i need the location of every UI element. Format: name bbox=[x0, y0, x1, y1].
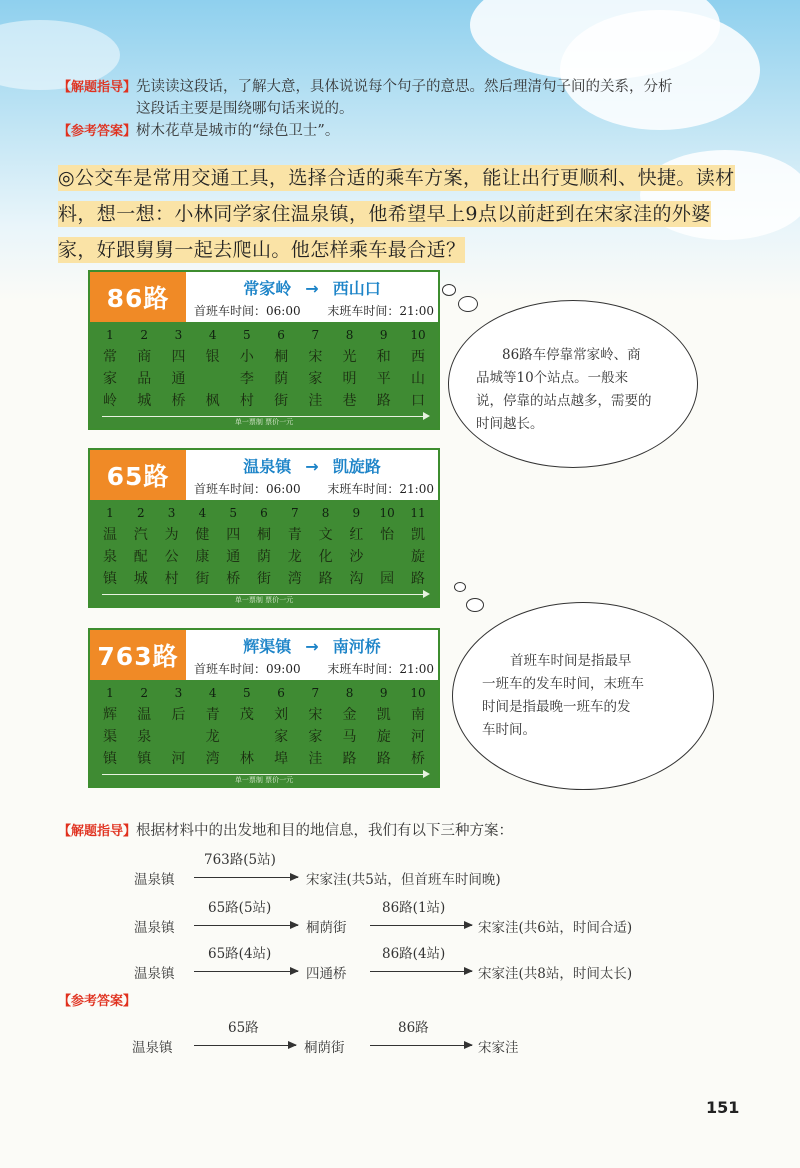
stop-column bbox=[166, 328, 190, 428]
arrow-icon bbox=[370, 971, 472, 972]
route-number: 65路 bbox=[90, 450, 186, 500]
answer-tag: 【参考答案】 bbox=[58, 994, 137, 1009]
question-text bbox=[58, 160, 758, 268]
hint-text bbox=[136, 76, 776, 120]
stop-name-char: 街 bbox=[274, 393, 289, 409]
stop-name-char: 家 bbox=[103, 371, 117, 387]
stop-name-char: 街 bbox=[256, 571, 271, 587]
route-origin: 温泉镇 bbox=[243, 457, 292, 476]
stop-name-char: 辉 bbox=[103, 707, 117, 723]
stop-number: 3 bbox=[167, 506, 176, 520]
stop-name-char: 配 bbox=[133, 549, 148, 565]
stop-name-char: 路 bbox=[376, 751, 391, 767]
stop-name-char: 沟 bbox=[349, 571, 364, 587]
first-bus-time: 首班车时间：06:00 bbox=[194, 304, 301, 318]
stop-name-char: 山 bbox=[410, 371, 425, 387]
route-number: 763路 bbox=[90, 630, 186, 680]
stop-name-char: 泉 bbox=[103, 549, 117, 565]
route-direction bbox=[186, 276, 438, 299]
stop-number: 11 bbox=[410, 506, 426, 520]
stop-number: 7 bbox=[311, 686, 320, 700]
stop-name-char: 康 bbox=[195, 549, 210, 565]
stop-name-char: 桥 bbox=[171, 393, 186, 409]
stop-column bbox=[252, 506, 276, 606]
stop-number: 1 bbox=[106, 686, 114, 700]
arrow-icon: → bbox=[305, 457, 319, 476]
stop-number: 3 bbox=[174, 328, 183, 342]
stop-column bbox=[98, 328, 122, 428]
stop-name-char: 南 bbox=[410, 707, 425, 723]
stop-name-char: 宋 bbox=[308, 349, 323, 365]
stop-name-char: 荫 bbox=[256, 549, 271, 565]
stop-name-char: 文 bbox=[318, 527, 333, 543]
stop-name-char: 凯 bbox=[376, 707, 391, 723]
answer-transfer-stop: 桐荫街 bbox=[304, 1040, 345, 1056]
stop-name-char: 桥 bbox=[226, 571, 241, 587]
plan-destination: 宋家洼(共8站，时间太长) bbox=[478, 966, 633, 982]
stop-name-char: 旋 bbox=[376, 729, 391, 745]
stop-name-char: 桐 bbox=[274, 349, 289, 365]
plan-transfer-stop: 桐荫街 bbox=[306, 920, 347, 936]
stop-name-char: 银 bbox=[205, 349, 220, 365]
stop-name-char: 荫 bbox=[274, 371, 289, 387]
stop-name-char: 湾 bbox=[205, 751, 220, 767]
plan-route-label: 86路(4站) bbox=[382, 946, 446, 962]
stop-column bbox=[344, 506, 368, 606]
answer-route-label: 86路 bbox=[398, 1020, 429, 1036]
route-number: 86路 bbox=[90, 272, 186, 322]
thought-line: 时间是指最晚一班车的发 bbox=[482, 699, 631, 715]
stop-name-char: 金 bbox=[342, 707, 357, 723]
reference-answer-1 bbox=[58, 120, 778, 142]
thought-line: 说，停靠的站点越多，需要的 bbox=[476, 393, 652, 409]
stop-name-char: 马 bbox=[342, 729, 357, 745]
route-terminal: 南河桥 bbox=[332, 637, 381, 656]
stop-name-char: 林 bbox=[239, 751, 254, 767]
stop-name-char: 四 bbox=[171, 349, 186, 365]
stop-name-char: 茂 bbox=[239, 707, 254, 723]
plan-destination: 宋家洼(共5站，但首班车时间晚) bbox=[306, 872, 501, 888]
stop-name-char: 小 bbox=[239, 349, 254, 365]
question-line: 料，想一想：小林同学家住温泉镇，他希望早上9点以前赶到在宋家洼的外婆 bbox=[58, 203, 711, 225]
question-line: 家，好跟舅舅一起去爬山。他怎样乘车最合适？ bbox=[58, 239, 466, 261]
stop-column bbox=[166, 686, 190, 786]
last-bus-time: 末班车时间：21:00 bbox=[327, 304, 434, 318]
stop-column bbox=[98, 506, 122, 606]
route-terminal: 西山口 bbox=[332, 279, 381, 298]
stop-name-char: 家 bbox=[308, 729, 323, 745]
thought-line: 品城等10个站点。一般来 bbox=[476, 370, 629, 386]
stop-name-char: 青 bbox=[205, 707, 220, 723]
stop-name-char: 桐 bbox=[256, 527, 271, 543]
fare-note: 单一票制 票价一元 bbox=[234, 776, 294, 784]
thought-line: 首班车时间是指最早 bbox=[510, 653, 632, 669]
stop-column bbox=[201, 328, 225, 428]
stop-number: 9 bbox=[379, 328, 388, 342]
thought-bubble-small bbox=[458, 296, 478, 312]
stop-column bbox=[132, 686, 156, 786]
hint-line: 先读读这段话，了解大意，具体说说每个句子的意思。然后理清句子间的关系，分析 bbox=[136, 79, 673, 95]
plan-start: 温泉镇 bbox=[134, 872, 175, 888]
stop-number: 6 bbox=[277, 328, 285, 342]
thought-bubble-small bbox=[466, 598, 484, 612]
arrow-icon: → bbox=[305, 279, 319, 298]
stop-column bbox=[269, 686, 293, 786]
stop-name-char: 后 bbox=[171, 707, 186, 723]
stop-column bbox=[372, 686, 396, 786]
stop-column bbox=[235, 328, 259, 428]
stop-name-char: 明 bbox=[342, 371, 357, 387]
stop-column bbox=[303, 686, 327, 786]
stop-column bbox=[235, 686, 259, 786]
route-origin: 常家岭 bbox=[243, 279, 292, 298]
thought-line: 86路车停靠常家岭、商 bbox=[502, 347, 641, 363]
stop-name-char: 家 bbox=[274, 729, 289, 745]
solution-hint-2 bbox=[58, 820, 778, 842]
stop-name-char: 和 bbox=[376, 349, 391, 365]
stop-name-char: 河 bbox=[410, 729, 425, 745]
stop-name-char: 四 bbox=[226, 527, 241, 543]
stop-name-char: 李 bbox=[239, 371, 254, 387]
thought-text-2 bbox=[482, 650, 702, 742]
stop-number: 9 bbox=[379, 686, 388, 700]
route-card-763 bbox=[88, 628, 440, 788]
stop-number: 2 bbox=[140, 328, 149, 342]
stop-column bbox=[283, 506, 307, 606]
answer-start: 温泉镇 bbox=[132, 1040, 173, 1056]
stop-name-char: 健 bbox=[195, 527, 210, 543]
stop-name-char: 青 bbox=[287, 527, 302, 543]
arrow-icon bbox=[370, 1045, 472, 1046]
stop-name-char: 品 bbox=[137, 371, 152, 387]
arrow-icon bbox=[194, 877, 298, 878]
stop-number: 5 bbox=[229, 506, 237, 520]
stop-number: 10 bbox=[379, 506, 395, 520]
stop-name-char: 城 bbox=[133, 571, 148, 587]
stop-name-char: 通 bbox=[226, 549, 241, 565]
thought-text-1 bbox=[476, 344, 686, 436]
stop-name-char: 镇 bbox=[137, 751, 152, 767]
stop-name-char: 商 bbox=[137, 349, 152, 365]
stop-name-char: 镇 bbox=[103, 751, 117, 767]
arrow-icon: → bbox=[305, 637, 319, 656]
solution-hint-1 bbox=[58, 76, 778, 122]
plan-route-label: 65路(4站) bbox=[208, 946, 272, 962]
stop-number: 2 bbox=[140, 686, 149, 700]
stop-number: 1 bbox=[106, 506, 114, 520]
stop-name-char: 光 bbox=[342, 349, 357, 365]
stop-number: 4 bbox=[198, 506, 207, 520]
stop-name-char: 路 bbox=[342, 751, 357, 767]
arrow-icon bbox=[370, 925, 472, 926]
plan-start: 温泉镇 bbox=[134, 920, 175, 936]
stop-name-char: 岭 bbox=[103, 393, 117, 409]
stop-name-char: 温 bbox=[103, 527, 117, 543]
stop-column bbox=[201, 686, 225, 786]
stop-name-char: 家 bbox=[308, 371, 323, 387]
stop-name-char: 渠 bbox=[103, 729, 117, 745]
stop-name-char: 园 bbox=[380, 571, 395, 587]
stop-list bbox=[90, 500, 438, 606]
stop-name-char: 旋 bbox=[410, 549, 425, 565]
stop-name-char: 埠 bbox=[274, 751, 289, 767]
stop-name-char: 汽 bbox=[133, 527, 148, 543]
hint-tag: 【解题指导】 bbox=[58, 824, 137, 839]
arrow-icon bbox=[194, 925, 298, 926]
stop-name-char: 宋 bbox=[308, 707, 323, 723]
route-origin: 辉渠镇 bbox=[243, 637, 292, 656]
arrow-icon bbox=[194, 1045, 296, 1046]
route-direction bbox=[186, 454, 438, 477]
stop-number: 4 bbox=[208, 328, 217, 342]
answer-text: 树木花草是城市的“绿色卫士”。 bbox=[136, 123, 340, 139]
stop-name-char: 通 bbox=[171, 371, 186, 387]
stop-number: 6 bbox=[277, 686, 285, 700]
fare-note: 单一票制 票价一元 bbox=[234, 418, 294, 426]
stop-name-char: 湾 bbox=[287, 571, 302, 587]
plan-destination: 宋家洼(共6站，时间合适) bbox=[478, 920, 633, 936]
stop-number: 1 bbox=[106, 328, 114, 342]
stop-name-char: 为 bbox=[164, 527, 179, 543]
stop-number: 9 bbox=[352, 506, 361, 520]
stop-number: 3 bbox=[174, 686, 183, 700]
plan-route-label: 65路(5站) bbox=[208, 900, 272, 916]
plan-start: 温泉镇 bbox=[134, 966, 175, 982]
thought-line: 车时间。 bbox=[482, 722, 536, 738]
stop-number: 7 bbox=[311, 328, 320, 342]
page-number: 151 bbox=[706, 1098, 740, 1117]
reference-answer-2 bbox=[58, 990, 178, 1012]
stop-column bbox=[132, 328, 156, 428]
stop-name-char: 凯 bbox=[410, 527, 425, 543]
stop-column bbox=[269, 328, 293, 428]
stop-name-char: 河 bbox=[171, 751, 186, 767]
stop-name-char: 枫 bbox=[205, 393, 220, 409]
stop-number: 7 bbox=[290, 506, 299, 520]
stop-number: 5 bbox=[243, 328, 251, 342]
stop-name-char: 温 bbox=[137, 707, 152, 723]
hint-text: 根据材料中的出发地和目的地信息，我们有以下三种方案： bbox=[136, 823, 513, 839]
stop-column bbox=[190, 506, 214, 606]
stop-name-char: 路 bbox=[410, 571, 425, 587]
stop-number: 4 bbox=[208, 686, 217, 700]
stop-number: 8 bbox=[345, 686, 354, 700]
plan-transfer-stop: 四通桥 bbox=[306, 966, 347, 982]
fare-note: 单一票制 票价一元 bbox=[234, 596, 294, 604]
route-card-86 bbox=[88, 270, 440, 430]
hint-line: 这段话主要是围绕哪句话来说的。 bbox=[136, 101, 354, 117]
stop-name-char: 红 bbox=[349, 527, 364, 543]
answer-tag: 【参考答案】 bbox=[58, 124, 137, 139]
stop-name-char: 龙 bbox=[205, 729, 220, 745]
last-bus-time: 末班车时间：21:00 bbox=[327, 662, 434, 676]
stop-column bbox=[221, 506, 245, 606]
question-line: ◎公交车是常用交通工具，选择合适的乘车方案，能让出行更顺利、快捷。读材 bbox=[58, 167, 735, 189]
stop-number: 8 bbox=[345, 328, 354, 342]
stop-name-char: 洼 bbox=[308, 751, 323, 767]
stop-column bbox=[338, 328, 362, 428]
last-bus-time: 末班车时间：21:00 bbox=[327, 482, 434, 496]
route-terminal: 凯旋路 bbox=[332, 457, 381, 476]
hint-tag: 【解题指导】 bbox=[58, 80, 137, 95]
stop-name-char: 刘 bbox=[274, 707, 289, 723]
stop-column bbox=[303, 328, 327, 428]
stop-number: 6 bbox=[260, 506, 268, 520]
stop-column bbox=[160, 506, 184, 606]
stop-number: 10 bbox=[410, 686, 426, 700]
stop-name-char: 镇 bbox=[103, 571, 117, 587]
thought-line: 时间越长。 bbox=[476, 416, 544, 432]
stop-name-char: 平 bbox=[376, 371, 391, 387]
stop-name-char: 怡 bbox=[380, 527, 395, 543]
route-direction bbox=[186, 634, 438, 657]
stop-name-char: 西 bbox=[410, 349, 425, 365]
answer-destination: 宋家洼 bbox=[478, 1040, 519, 1056]
stop-name-char: 村 bbox=[239, 393, 254, 409]
stop-number: 2 bbox=[136, 506, 145, 520]
stop-name-char: 沙 bbox=[349, 549, 364, 565]
plan-route-label: 86路(1站) bbox=[382, 900, 446, 916]
route-card-65 bbox=[88, 448, 440, 608]
plan-route-label: 763路(5站) bbox=[204, 852, 276, 868]
stop-column bbox=[338, 686, 362, 786]
stop-name-char: 路 bbox=[376, 393, 391, 409]
stop-name-char: 常 bbox=[103, 349, 117, 365]
stop-column bbox=[98, 686, 122, 786]
stop-name-char: 化 bbox=[318, 549, 333, 565]
stop-column bbox=[372, 328, 396, 428]
stop-name-char: 口 bbox=[410, 393, 425, 409]
stop-name-char: 桥 bbox=[410, 751, 425, 767]
stop-column bbox=[129, 506, 153, 606]
thought-line: 一班车的发车时间，末班车 bbox=[482, 676, 644, 692]
stop-column bbox=[314, 506, 338, 606]
stop-name-char: 街 bbox=[195, 571, 210, 587]
stop-list bbox=[90, 322, 438, 428]
stop-name-char: 公 bbox=[164, 549, 179, 565]
arrow-icon bbox=[194, 971, 298, 972]
stop-number: 5 bbox=[243, 686, 251, 700]
thought-bubble-small bbox=[442, 284, 456, 296]
stop-name-char: 路 bbox=[318, 571, 333, 587]
stop-number: 10 bbox=[410, 328, 426, 342]
stop-name-char: 泉 bbox=[137, 729, 152, 745]
answer-route-label: 65路 bbox=[228, 1020, 259, 1036]
stop-name-char: 城 bbox=[137, 393, 152, 409]
first-bus-time: 首班车时间：09:00 bbox=[194, 662, 301, 676]
stop-list bbox=[90, 680, 438, 786]
stop-name-char: 龙 bbox=[287, 549, 302, 565]
stop-column bbox=[375, 506, 399, 606]
first-bus-time: 首班车时间：06:00 bbox=[194, 482, 301, 496]
stop-name-char: 洼 bbox=[308, 393, 323, 409]
thought-bubble-small bbox=[454, 582, 466, 592]
stop-name-char: 村 bbox=[164, 571, 179, 587]
stop-name-char: 巷 bbox=[342, 393, 357, 409]
stop-number: 8 bbox=[321, 506, 330, 520]
